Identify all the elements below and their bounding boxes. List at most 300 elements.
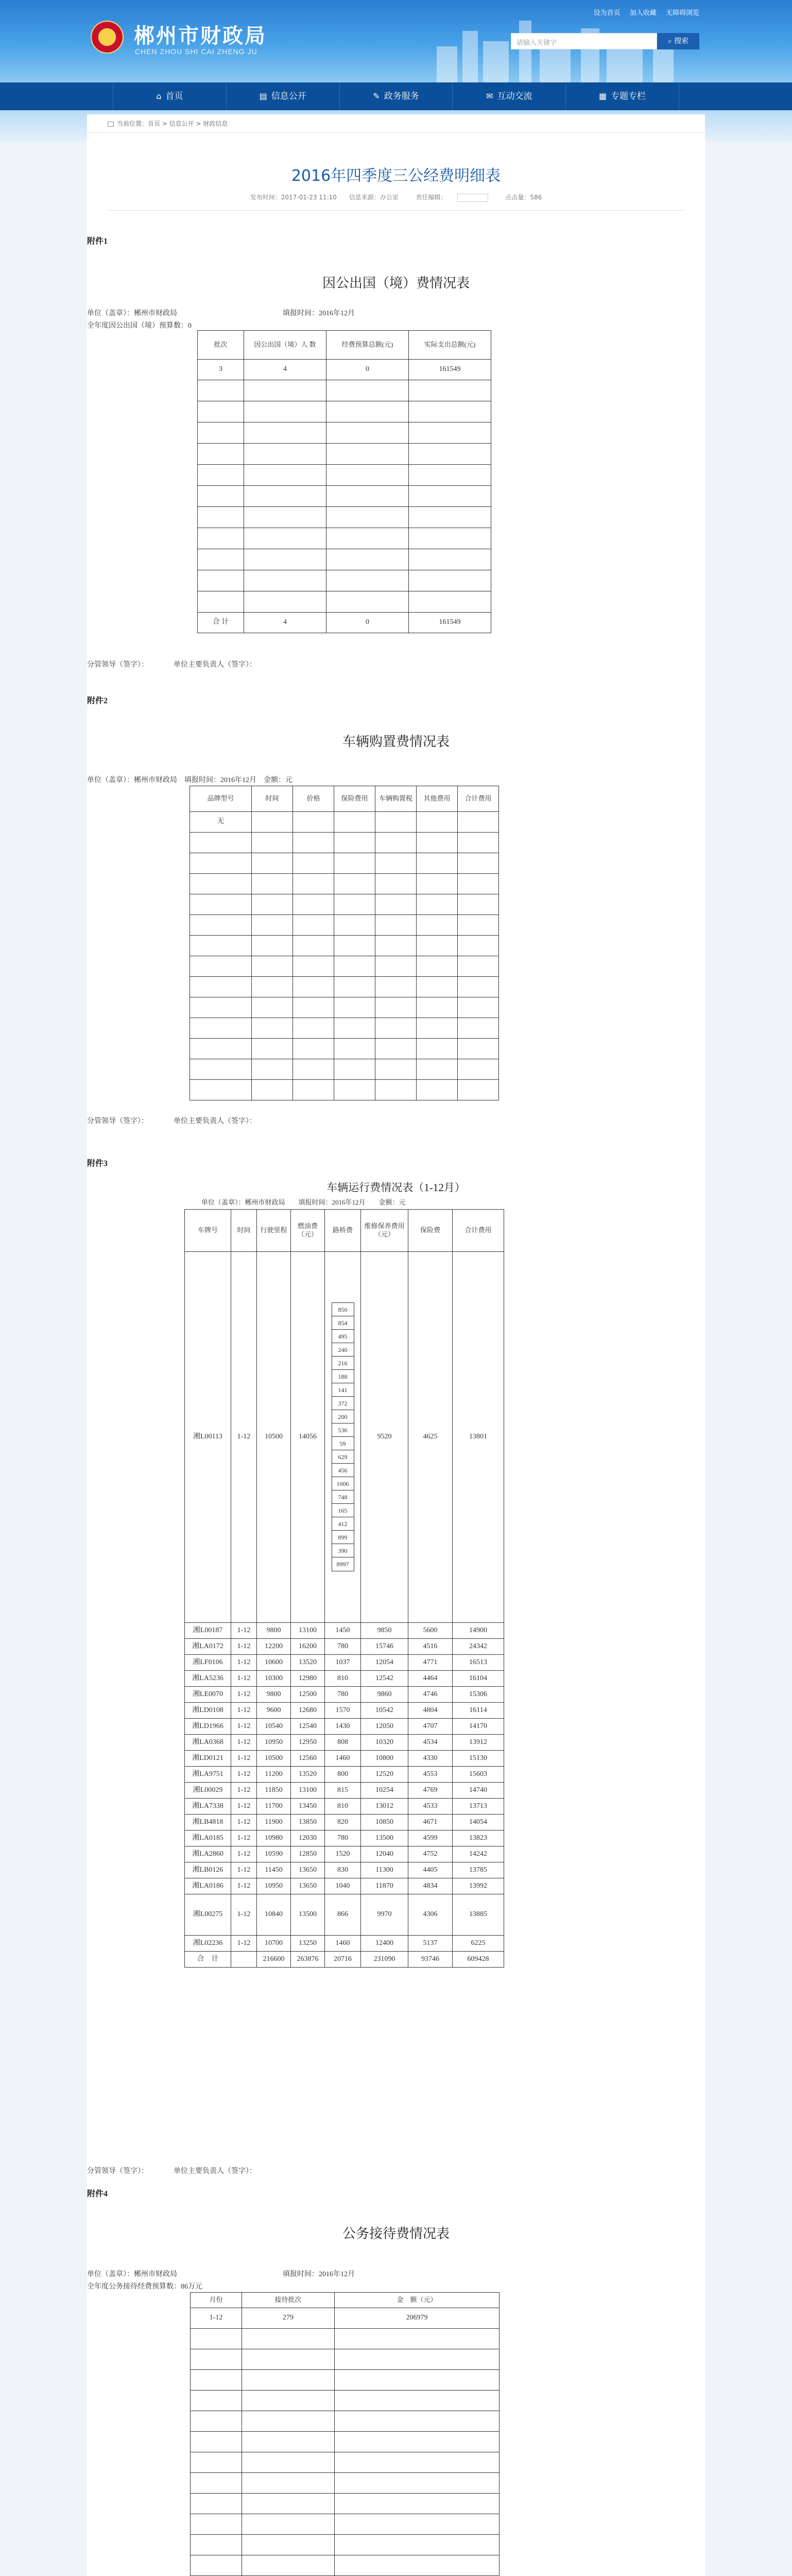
table-cell: [191, 2472, 242, 2493]
table-cell: [191, 2493, 242, 2514]
table-row: [185, 1750, 504, 1766]
table-cell: 1-12: [231, 1766, 257, 1782]
table-cell: 1460: [325, 1750, 361, 1766]
table-cell: 4534: [408, 1734, 453, 1750]
table-row: [198, 443, 491, 464]
road-fee-breakdown: [332, 1302, 354, 1571]
table-cell: [409, 443, 491, 464]
road-fee-item: 629: [332, 1450, 354, 1464]
road-fee-item: 372: [332, 1397, 354, 1410]
table-cell: [252, 1038, 293, 1059]
table-cell: 湘LA5236: [185, 1670, 231, 1686]
attachment-4-title: 公务接待费情况表: [342, 2226, 450, 2241]
table-cell: [335, 2369, 500, 2390]
table-cell: 14054: [453, 1814, 504, 1830]
breadcrumb-text[interactable]: 当前位置：首页 > 信息公开 > 财政信息: [117, 120, 228, 127]
table-cell: [244, 485, 326, 506]
table-cell: [242, 2349, 335, 2369]
table-cell: [334, 811, 375, 832]
table-cell: 1-12: [231, 1878, 257, 1894]
table-cell: [325, 1251, 361, 1622]
table-cell: [190, 873, 252, 894]
table-row: [185, 1251, 504, 1622]
table-cell: [375, 1018, 417, 1038]
table-cell: 9850: [361, 1622, 408, 1638]
table-cell: [252, 976, 293, 997]
table-cell: [244, 422, 326, 443]
table-header-row: [185, 1209, 504, 1251]
table-cell: [334, 832, 375, 853]
road-fee-item: 899: [332, 1531, 354, 1544]
table-cell: 月份: [191, 2292, 242, 2308]
table-cell: 12030: [291, 1830, 325, 1846]
table-cell: [334, 894, 375, 914]
table-row: [190, 914, 499, 935]
national-emblem-icon: [91, 21, 124, 54]
table-row: [185, 1686, 504, 1702]
table-cell: [190, 1038, 252, 1059]
table-cell: 5137: [408, 1935, 453, 1951]
table-cell: [293, 976, 334, 997]
table-cell: [293, 1059, 334, 1079]
table-cell: 11700: [257, 1798, 291, 1814]
table-cell: 1-12: [231, 1782, 257, 1798]
site-header: [0, 0, 792, 82]
table-cell: 4553: [408, 1766, 453, 1782]
table-cell: [375, 976, 417, 997]
nav-label: 专题专栏: [611, 91, 646, 101]
table-row: [185, 1830, 504, 1846]
table-cell: 接待批次: [242, 2292, 335, 2308]
table-row: [185, 1718, 504, 1734]
table-cell: [190, 997, 252, 1018]
table-cell: 批次: [198, 330, 244, 359]
table-cell: [244, 401, 326, 422]
table-cell: 1-12: [191, 2308, 242, 2328]
table-row: [198, 528, 491, 549]
table-cell: [326, 443, 409, 464]
table-cell: [252, 1018, 293, 1038]
nav-info-public[interactable]: [227, 82, 340, 110]
table-cell: 湘L00275: [185, 1894, 231, 1935]
table-cell: 湘LA9751: [185, 1766, 231, 1782]
table-cell: [458, 894, 499, 914]
road-fee-item: 59: [332, 1437, 354, 1450]
table-row: [185, 1670, 504, 1686]
table-cell: [335, 2534, 500, 2555]
table-cell: 13650: [291, 1862, 325, 1878]
table-cell: 12950: [291, 1734, 325, 1750]
table-cell: [458, 935, 499, 956]
table-cell: [252, 956, 293, 976]
table-cell: 时间: [252, 786, 293, 811]
table-cell: 12850: [291, 1846, 325, 1862]
table-cell: [334, 997, 375, 1018]
road-fee-item: 748: [332, 1490, 354, 1504]
table-cell: [458, 997, 499, 1018]
table-row: [190, 832, 499, 853]
table-cell: 13450: [291, 1798, 325, 1814]
table-cell: 行驶里程: [257, 1209, 291, 1251]
table-cell: 13500: [291, 1894, 325, 1935]
table-cell: 14740: [453, 1782, 504, 1798]
table-cell: 216600: [257, 1951, 291, 1967]
edit-icon: ✎: [373, 91, 380, 101]
table-cell: [190, 894, 252, 914]
table-cell: [417, 811, 458, 832]
table-cell: 1-12: [231, 1251, 257, 1622]
table-cell: [335, 2349, 500, 2369]
table-cell: [293, 832, 334, 853]
nav-home[interactable]: [113, 82, 227, 110]
table-row: [190, 1059, 499, 1079]
table-row: [185, 1862, 504, 1878]
table-cell: [417, 1059, 458, 1079]
att3-sign-footer: 分管领导（签字）： 单位主要负责人（签字）：: [87, 2167, 256, 2175]
table-cell: 16200: [291, 1638, 325, 1654]
table-cell: [375, 1079, 417, 1100]
attachment-2-title: 车辆购置费情况表: [342, 734, 450, 749]
article-meta: [108, 193, 684, 211]
table-cell: [375, 894, 417, 914]
table-cell: 1040: [325, 1878, 361, 1894]
table-cell: [242, 2390, 335, 2411]
table-cell: [293, 811, 334, 832]
table-header-row: [198, 330, 491, 359]
table-row: [185, 1935, 504, 1951]
grid-icon: ▦: [599, 91, 607, 101]
table-row: [191, 2493, 500, 2514]
table-row: [191, 2472, 500, 2493]
table-cell: [191, 2534, 242, 2555]
table-cell: [417, 1079, 458, 1100]
table-cell: [191, 2411, 242, 2431]
table-cell: 10950: [257, 1734, 291, 1750]
table-cell: [375, 832, 417, 853]
table-cell: [293, 914, 334, 935]
table-cell: 815: [325, 1782, 361, 1798]
set-home-link[interactable]: 设为首页: [593, 9, 621, 17]
table-cell: 161549: [409, 359, 491, 380]
table-cell: 4533: [408, 1798, 453, 1814]
table-cell: [293, 894, 334, 914]
table-cell: 12054: [361, 1654, 408, 1670]
road-fee-item: 165: [332, 1504, 354, 1517]
road-fee-item: 854: [332, 1316, 354, 1330]
table-cell: [242, 2328, 335, 2349]
table-cell: [242, 2411, 335, 2431]
table-cell: 1-12: [231, 1638, 257, 1654]
table-cell: 14242: [453, 1846, 504, 1862]
attachment-2-label: 附件2: [87, 696, 108, 705]
att2-unit: 单位（盖章）：郴州市财政局 填报时间：2016年12月 金额：元: [87, 776, 292, 784]
table-row: [198, 422, 491, 443]
table-cell: 10700: [257, 1935, 291, 1951]
hit-count: 点击量：586: [505, 194, 542, 201]
table-cell: 263876: [291, 1951, 325, 1967]
table-cell: 14056: [291, 1251, 325, 1622]
table-cell: [326, 528, 409, 549]
site-subtitle: CHEN ZHOU SHI CAI ZHENG JU: [135, 47, 257, 56]
table-cell: [252, 914, 293, 935]
table-cell: 161549: [409, 612, 491, 633]
table-cell: 820: [325, 1814, 361, 1830]
road-fee-item: 216: [332, 1357, 354, 1370]
att3-table: [184, 1209, 504, 1968]
table-cell: 11900: [257, 1814, 291, 1830]
table-cell: [334, 1059, 375, 1079]
table-cell: 湘LD0108: [185, 1702, 231, 1718]
table-cell: [198, 591, 244, 612]
table-cell: 10540: [257, 1718, 291, 1734]
table-cell: [326, 591, 409, 612]
nav-topics[interactable]: [566, 82, 679, 110]
table-row: [190, 956, 499, 976]
table-cell: 10542: [361, 1702, 408, 1718]
table-total-row: [198, 612, 491, 633]
table-cell: [242, 2369, 335, 2390]
table-cell: 1570: [325, 1702, 361, 1718]
table-cell: [191, 2390, 242, 2411]
table-cell: 808: [325, 1734, 361, 1750]
publish-time: 发布时间：2017-01-23 11:10: [250, 194, 337, 201]
table-cell: 3: [198, 359, 244, 380]
table-cell: 1-12: [231, 1894, 257, 1935]
main-nav: [0, 82, 792, 110]
table-cell: [326, 422, 409, 443]
table-cell: [375, 853, 417, 873]
table-cell: [335, 2328, 500, 2349]
table-cell: [409, 422, 491, 443]
table-cell: 1-12: [231, 1750, 257, 1766]
table-cell: 14900: [453, 1622, 504, 1638]
table-cell: 1-12: [231, 1814, 257, 1830]
att1-budget: 全年度因公出国（境）预算数：0: [87, 321, 192, 330]
table-row: [198, 464, 491, 485]
table-cell: 13992: [453, 1878, 504, 1894]
table-cell: [458, 832, 499, 853]
table-cell: [242, 2431, 335, 2452]
nav-interaction[interactable]: [453, 82, 566, 110]
table-cell: [242, 2452, 335, 2472]
table-row: [190, 873, 499, 894]
att4-fill-time: 填报时间：2016年12月: [283, 2270, 355, 2278]
attachment-1-title: 因公出国（境）费情况表: [322, 275, 470, 291]
table-cell: [191, 2328, 242, 2349]
att1-fill-time: 填报时间：2016年12月: [283, 309, 355, 317]
table-cell: [335, 2555, 500, 2575]
table-cell: 1-12: [231, 1654, 257, 1670]
table-cell: [375, 914, 417, 935]
table-cell: 206979: [335, 2308, 500, 2328]
table-cell: [293, 1018, 334, 1038]
table-cell: 12040: [361, 1846, 408, 1862]
table-cell: [458, 976, 499, 997]
table-cell: [231, 1951, 257, 1967]
table-row: [185, 1878, 504, 1894]
table-cell: 12680: [291, 1702, 325, 1718]
table-cell: [198, 485, 244, 506]
table-cell: 湘LA0172: [185, 1638, 231, 1654]
road-fee-item: 1006: [332, 1477, 354, 1490]
table-row: [185, 1782, 504, 1798]
table-row: [191, 2431, 500, 2452]
table-cell: 279: [242, 2308, 335, 2328]
favorite-link[interactable]: 加入收藏: [629, 9, 657, 17]
table-cell: 13801: [453, 1251, 504, 1622]
table-cell: 1-12: [231, 1734, 257, 1750]
road-fee-item: 456: [332, 1464, 354, 1477]
table-cell: [242, 2472, 335, 2493]
table-row: [190, 1018, 499, 1038]
table-cell: 实际支出总额(元): [409, 330, 491, 359]
table-cell: 10590: [257, 1846, 291, 1862]
table-cell: [375, 956, 417, 976]
table-cell: [198, 528, 244, 549]
table-cell: [252, 832, 293, 853]
table-row: [198, 401, 491, 422]
table-cell: 9520: [361, 1251, 408, 1622]
doc-icon: ▤: [259, 91, 267, 101]
table-cell: [252, 997, 293, 1018]
table-cell: [190, 853, 252, 873]
table-cell: 11850: [257, 1782, 291, 1798]
editor-label: 责任编辑：: [416, 194, 447, 201]
table-cell: [334, 976, 375, 997]
table-cell: [198, 464, 244, 485]
table-cell: 9600: [257, 1702, 291, 1718]
nav-services[interactable]: [340, 82, 453, 110]
road-fee-item: 536: [332, 1423, 354, 1437]
table-row: [185, 1814, 504, 1830]
table-cell: 4464: [408, 1670, 453, 1686]
table-cell: 湘LB0126: [185, 1862, 231, 1878]
table-cell: 4752: [408, 1846, 453, 1862]
att2-table: [190, 786, 499, 1100]
table-cell: 10254: [361, 1782, 408, 1798]
search-button[interactable]: [657, 33, 699, 49]
table-cell: 4: [244, 612, 326, 633]
table-cell: [375, 1038, 417, 1059]
table-cell: 1-12: [231, 1798, 257, 1814]
table-cell: [191, 2349, 242, 2369]
table-cell: 湘LE0070: [185, 1686, 231, 1702]
table-row: [191, 2390, 500, 2411]
table-cell: [252, 853, 293, 873]
table-cell: 因公出国（境）人 数: [244, 330, 326, 359]
table-row: [185, 1734, 504, 1750]
table-row: [191, 2308, 500, 2328]
table-cell: 无: [190, 811, 252, 832]
table-cell: 13785: [453, 1862, 504, 1878]
table-cell: [252, 811, 293, 832]
table-cell: 4746: [408, 1686, 453, 1702]
table-row: [198, 591, 491, 612]
table-cell: 4516: [408, 1638, 453, 1654]
table-cell: [252, 1059, 293, 1079]
table-cell: 12540: [291, 1718, 325, 1734]
table-cell: 13823: [453, 1830, 504, 1846]
table-cell: 810: [325, 1670, 361, 1686]
table-cell: [458, 956, 499, 976]
search-input[interactable]: 请输入关键字: [511, 33, 657, 49]
table-cell: [417, 976, 458, 997]
table-cell: [458, 1038, 499, 1059]
table-cell: 9800: [257, 1622, 291, 1638]
table-cell: 其他费用: [417, 786, 458, 811]
table-header-row: [191, 2292, 500, 2308]
table-cell: 1460: [325, 1935, 361, 1951]
page-title: 2016年四季度三公经费明细表: [291, 167, 501, 185]
table-cell: 0: [326, 612, 409, 633]
table-cell: [417, 1018, 458, 1038]
table-row: [185, 1846, 504, 1862]
table-cell: [335, 2390, 500, 2411]
accessibility-link[interactable]: 无障碍浏览: [665, 9, 699, 17]
article-container: [87, 114, 705, 2576]
table-row: [190, 1079, 499, 1100]
table-cell: [458, 1079, 499, 1100]
table-cell: 13100: [291, 1622, 325, 1638]
table-cell: 10850: [361, 1814, 408, 1830]
table-cell: [293, 1079, 334, 1100]
table-cell: 1-12: [231, 1686, 257, 1702]
table-cell: 车辆购置税: [375, 786, 417, 811]
table-cell: [458, 811, 499, 832]
table-cell: 24342: [453, 1638, 504, 1654]
table-row: [198, 549, 491, 570]
table-row: [185, 1766, 504, 1782]
table-cell: [334, 914, 375, 935]
table-cell: 12542: [361, 1670, 408, 1686]
att3-unit: 单位（盖章）：郴州市财政局 填报时间：2016年12月 金额：元: [201, 1198, 406, 1206]
table-cell: [409, 380, 491, 401]
table-cell: 10300: [257, 1670, 291, 1686]
table-cell: [190, 1079, 252, 1100]
table-cell: 4804: [408, 1702, 453, 1718]
table-cell: [334, 1079, 375, 1100]
table-cell: 1450: [325, 1622, 361, 1638]
table-cell: [190, 976, 252, 997]
table-row: [198, 570, 491, 591]
table-cell: [417, 853, 458, 873]
table-cell: [293, 1038, 334, 1059]
table-cell: 1-12: [231, 1846, 257, 1862]
table-cell: 810: [325, 1798, 361, 1814]
table-cell: 866: [325, 1894, 361, 1935]
table-cell: 15130: [453, 1750, 504, 1766]
table-cell: [417, 873, 458, 894]
table-cell: 15306: [453, 1686, 504, 1702]
table-cell: [242, 2493, 335, 2514]
table-row: [191, 2411, 500, 2431]
table-cell: 1430: [325, 1718, 361, 1734]
road-fee-item: 188: [332, 1370, 354, 1383]
table-cell: 1-12: [231, 1670, 257, 1686]
table-cell: 4: [244, 359, 326, 380]
table-cell: 13520: [291, 1766, 325, 1782]
table-cell: [375, 811, 417, 832]
table-cell: 合 计: [185, 1951, 231, 1967]
table-cell: 湘L00187: [185, 1622, 231, 1638]
info-source: 信息来源：办公室: [349, 194, 399, 201]
table-cell: [334, 853, 375, 873]
table-cell: [191, 2452, 242, 2472]
table-cell: 路桥费: [325, 1209, 361, 1251]
table-cell: 4599: [408, 1830, 453, 1846]
table-cell: 10320: [361, 1734, 408, 1750]
table-cell: [335, 2514, 500, 2534]
